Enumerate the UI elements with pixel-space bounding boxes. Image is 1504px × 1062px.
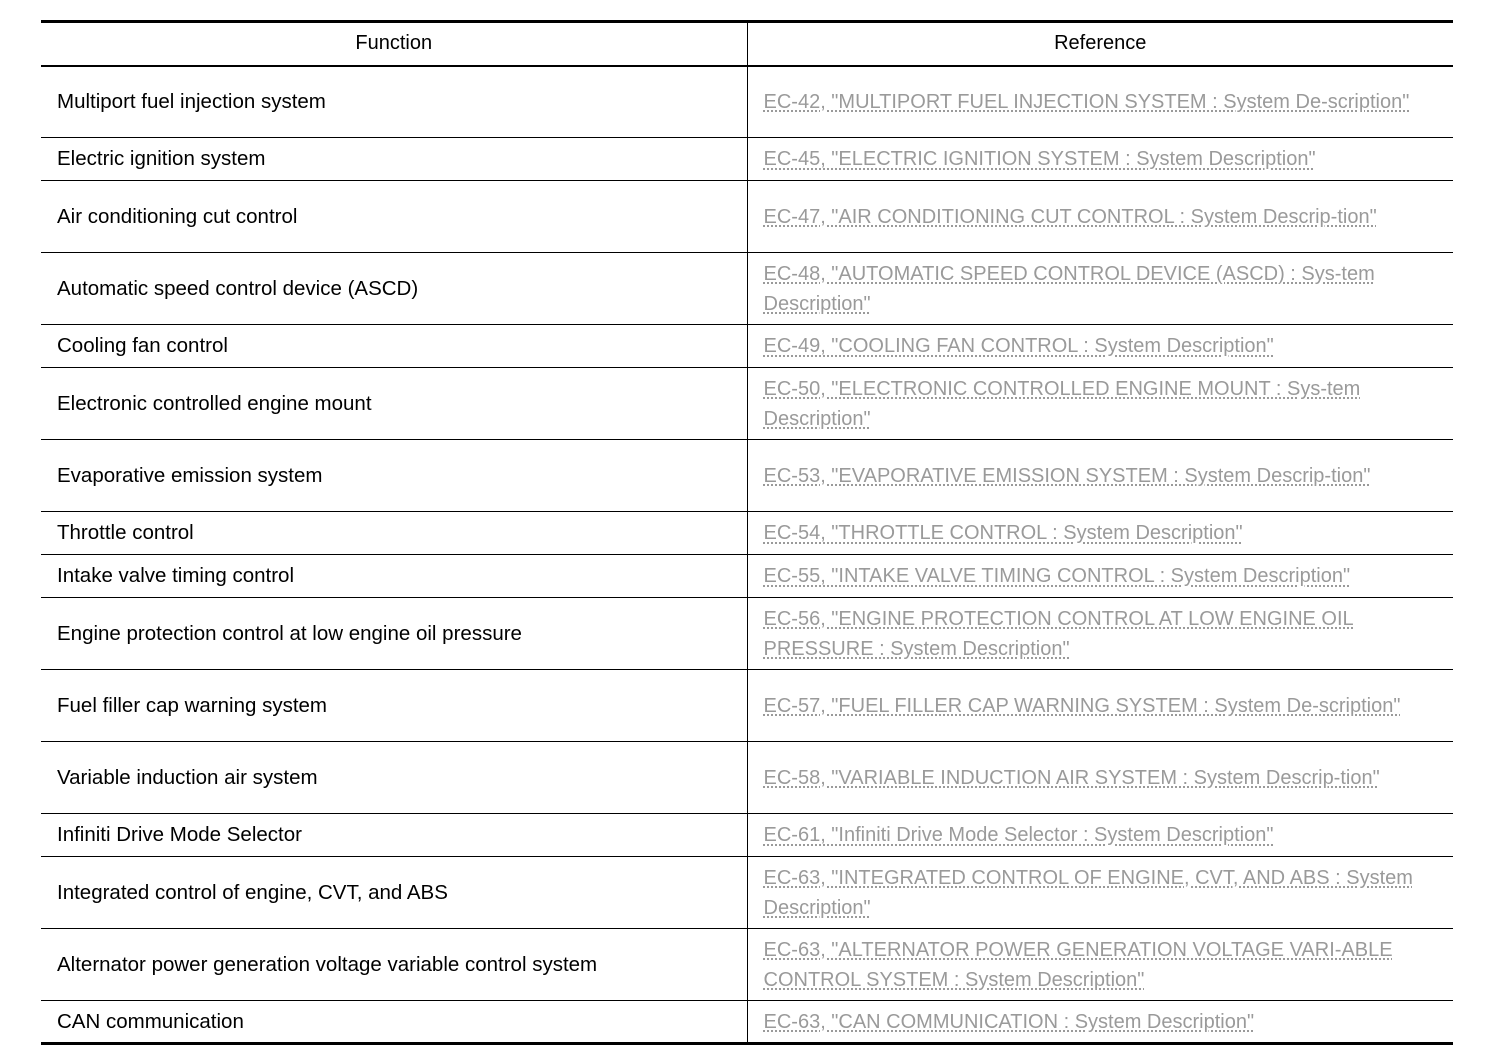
reference-link[interactable]: EC-48, "AUTOMATIC SPEED CONTROL DEVICE (ASCD) : Sys-tem Description" [763, 262, 1375, 315]
reference-cell [747, 1001, 1453, 1044]
function-cell: Variable induction air system [41, 742, 747, 814]
function-cell: Automatic speed control device (ASCD) [41, 253, 747, 325]
table-row [41, 670, 1453, 742]
function-cell: Intake valve timing control [41, 555, 747, 598]
reference-link[interactable]: EC-49, "COOLING FAN CONTROL : System Description" [763, 335, 1274, 357]
table-row [41, 253, 1453, 325]
reference-link[interactable]: EC-57, "FUEL FILLER CAP WARNING SYSTEM : System De-scription" [763, 694, 1401, 717]
reference-link[interactable]: EC-63, "INTEGRATED CONTROL OF ENGINE, CVT, AND ABS : System Description" [763, 866, 1413, 919]
table-row [41, 1001, 1453, 1044]
reference-link[interactable]: EC-56, "ENGINE PROTECTION CONTROL AT LOW ENGINE OIL PRESSURE : System Description" [763, 607, 1354, 660]
reference-cell [747, 368, 1453, 440]
function-column-header: Function [41, 22, 747, 66]
table-row [41, 440, 1453, 512]
reference-link[interactable]: EC-50, "ELECTRONIC CONTROLLED ENGINE MOUNT : Sys-tem Description" [763, 377, 1361, 430]
function-cell: Throttle control [41, 512, 747, 555]
reference-cell [747, 857, 1453, 929]
reference-link[interactable]: EC-53, "EVAPORATIVE EMISSION SYSTEM : System Descrip-tion" [763, 464, 1371, 487]
table-row [41, 742, 1453, 814]
table-row [41, 929, 1453, 1001]
reference-link[interactable]: EC-42, "MULTIPORT FUEL INJECTION SYSTEM : System De-scription" [763, 90, 1410, 113]
table-row [41, 138, 1453, 181]
reference-cell [747, 66, 1453, 138]
table-row [41, 325, 1453, 368]
function-cell: Evaporative emission system [41, 440, 747, 512]
table-row [41, 181, 1453, 253]
table-row [41, 598, 1453, 670]
reference-link[interactable]: EC-61, "Infiniti Drive Mode Selector : System Description" [763, 824, 1274, 846]
table-row [41, 66, 1453, 138]
reference-link[interactable]: EC-63, "ALTERNATOR POWER GENERATION VOLTAGE VARI-ABLE CONTROL SYSTEM : System Description" [763, 938, 1393, 991]
function-reference-table [41, 20, 1453, 1045]
reference-link[interactable]: EC-54, "THROTTLE CONTROL : System Description" [763, 522, 1243, 544]
reference-cell [747, 929, 1453, 1001]
function-cell: Integrated control of engine, CVT, and ABS [41, 857, 747, 929]
reference-link[interactable]: EC-55, "INTAKE VALVE TIMING CONTROL : System Description" [763, 565, 1351, 587]
table-row [41, 814, 1453, 857]
function-cell: Air conditioning cut control [41, 181, 747, 253]
function-cell: Infiniti Drive Mode Selector [41, 814, 747, 857]
reference-cell [747, 555, 1453, 598]
table-row [41, 857, 1453, 929]
reference-link[interactable]: EC-45, "ELECTRIC IGNITION SYSTEM : System Description" [763, 148, 1316, 170]
function-cell: Cooling fan control [41, 325, 747, 368]
reference-link[interactable]: EC-47, "AIR CONDITIONING CUT CONTROL : System Descrip-tion" [763, 205, 1377, 228]
function-cell: Fuel filler cap warning system [41, 670, 747, 742]
reference-cell [747, 814, 1453, 857]
table-row [41, 555, 1453, 598]
reference-column-header: Reference [747, 22, 1453, 66]
reference-cell [747, 598, 1453, 670]
function-cell: Alternator power generation voltage variable control system [41, 929, 747, 1001]
reference-cell [747, 440, 1453, 512]
function-cell: Engine protection control at low engine oil pressure [41, 598, 747, 670]
function-cell: Multiport fuel injection system [41, 66, 747, 138]
table-row [41, 512, 1453, 555]
function-cell: CAN communication [41, 1001, 747, 1044]
reference-cell [747, 742, 1453, 814]
reference-cell [747, 512, 1453, 555]
table-row [41, 368, 1453, 440]
reference-link[interactable]: EC-58, "VARIABLE INDUCTION AIR SYSTEM : System Descrip-tion" [763, 766, 1380, 789]
reference-cell [747, 253, 1453, 325]
reference-cell [747, 181, 1453, 253]
table-header-row [41, 22, 1453, 66]
function-cell: Electric ignition system [41, 138, 747, 181]
reference-cell [747, 138, 1453, 181]
reference-cell [747, 325, 1453, 368]
reference-cell [747, 670, 1453, 742]
reference-link[interactable]: EC-63, "CAN COMMUNICATION : System Description" [763, 1010, 1255, 1033]
function-cell: Electronic controlled engine mount [41, 368, 747, 440]
